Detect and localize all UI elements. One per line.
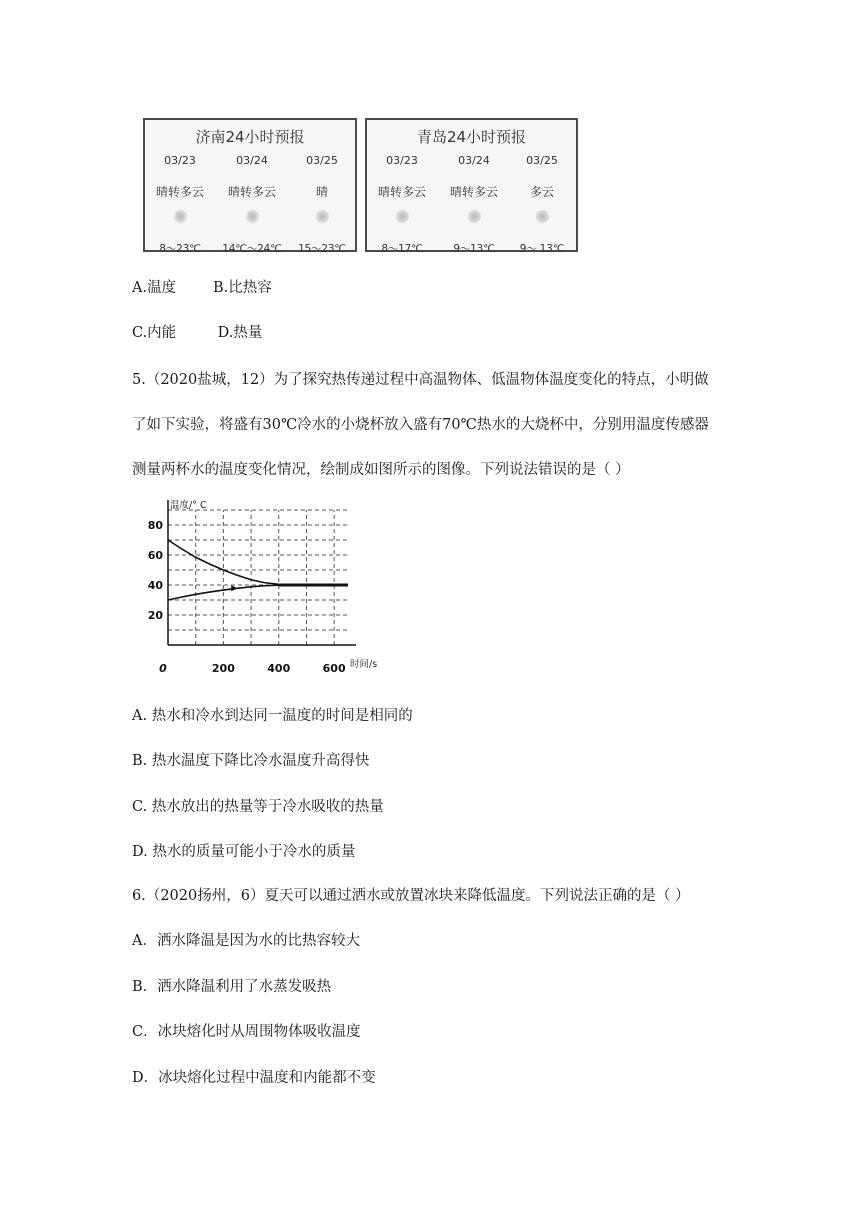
forecast-date: 03/25 [526,154,558,167]
forecast-temp: 14℃～24℃ [222,243,282,255]
forecast-day [287,150,357,256]
forecast-day [145,150,215,256]
forecast-weather: 晴转多云 [155,185,204,199]
weather-icon [174,210,187,223]
x-tick-label: 400 [267,662,291,675]
weather-icon [246,210,259,223]
y-axis-label: 温度/° C [170,500,207,511]
forecast-temp: 8～17℃ [381,243,423,255]
chart-grid [168,510,348,645]
chart-axes [168,500,356,645]
forecast-temp: 8～23℃ [159,243,201,255]
forecast-date: 03/24 [236,154,268,167]
forecast-weather: 晴转多云 [377,185,426,199]
weather-icon [536,210,549,223]
forecast-day [507,150,577,256]
x-tick-label: 600 [322,662,346,675]
y-tick-label: 20 [147,609,163,622]
forecast-temp: 9～13℃ [453,243,495,255]
forecast-date: 03/25 [306,154,338,167]
forecast-title: 济南24小时预报 [195,128,305,146]
q6-option-c: C．冰块熔化时从周围物体吸收温度 [132,1024,361,1040]
forecast-weather: 晴转多云 [227,185,276,199]
weather-icon [316,210,329,223]
forecast-title: 青岛24小时预报 [416,128,527,146]
forecast-panel-jinan [143,118,357,255]
q6-option-b: B．洒水降温利用了水蒸发吸热 [132,979,332,995]
x-tick-label: 200 [211,662,235,675]
q4-options-line2: C.内能 D.热量 [132,325,263,341]
q5-stem-line2: 了如下实验，将盛有30℃冷水的小烧杯放入盛有70℃热水的大烧杯中，分别用温度传感器 [132,417,709,433]
forecast-date: 03/24 [458,154,490,167]
forecast-day [217,150,287,256]
series-line-1 [168,540,348,585]
forecast-weather: 晴转多云 [449,185,498,199]
q6-stem: 6.（2020扬州，6）夏天可以通过洒水或放置冰块来降低温度。下列说法正确的是（ ） [132,888,690,904]
forecast-weather: 多云 [529,185,554,199]
forecast-day [367,150,437,256]
temperature-time-chart [140,495,390,685]
q5-stem-line3: 测量两杯水的温度变化情况，绘制成如图所示的图像。下列说法错误的是（ ） [132,462,630,478]
series-arrow [231,585,237,591]
forecast-temp: 15～23℃ [298,243,346,255]
q6-option-d: D．冰块熔化过程中温度和内能都不变 [132,1070,376,1086]
q5-option-c: C. 热水放出的热量等于冷水吸收的热量 [132,799,384,815]
y-tick-label: 60 [147,549,163,562]
series-line-2 [168,585,348,600]
weather-icon [468,210,481,223]
chart-series [168,540,348,600]
y-tick-label: 80 [147,519,163,532]
forecast-date: 03/23 [164,154,196,167]
forecast-panel-qingdao [365,118,578,255]
y-tick-label: 40 [147,579,163,592]
x-axis-label: 时间/s [350,659,378,670]
q5-option-d: D. 热水的质量可能小于冷水的质量 [132,844,356,860]
forecast-day [439,150,509,256]
q6-option-a: A．洒水降温是因为水的比热容较大 [132,933,360,949]
forecast-temp: 9～ 13℃ [519,243,565,255]
q4-options-line1: A.温度 B.比热容 [132,280,272,296]
forecast-date: 03/23 [386,154,418,167]
q5-option-b: B. 热水温度下降比冷水温度升高得快 [132,753,370,769]
q5-option-a: A. 热水和冷水到达同一温度的时间是相同的 [132,708,413,724]
origin-label: 0 [159,662,167,675]
forecast-weather: 晴 [315,185,328,199]
q5-stem-line1: 5.（2020盐城，12）为了探究热传递过程中高温物体、低温物体温度变化的特点，小明做 [132,372,709,388]
weather-icon [396,210,409,223]
